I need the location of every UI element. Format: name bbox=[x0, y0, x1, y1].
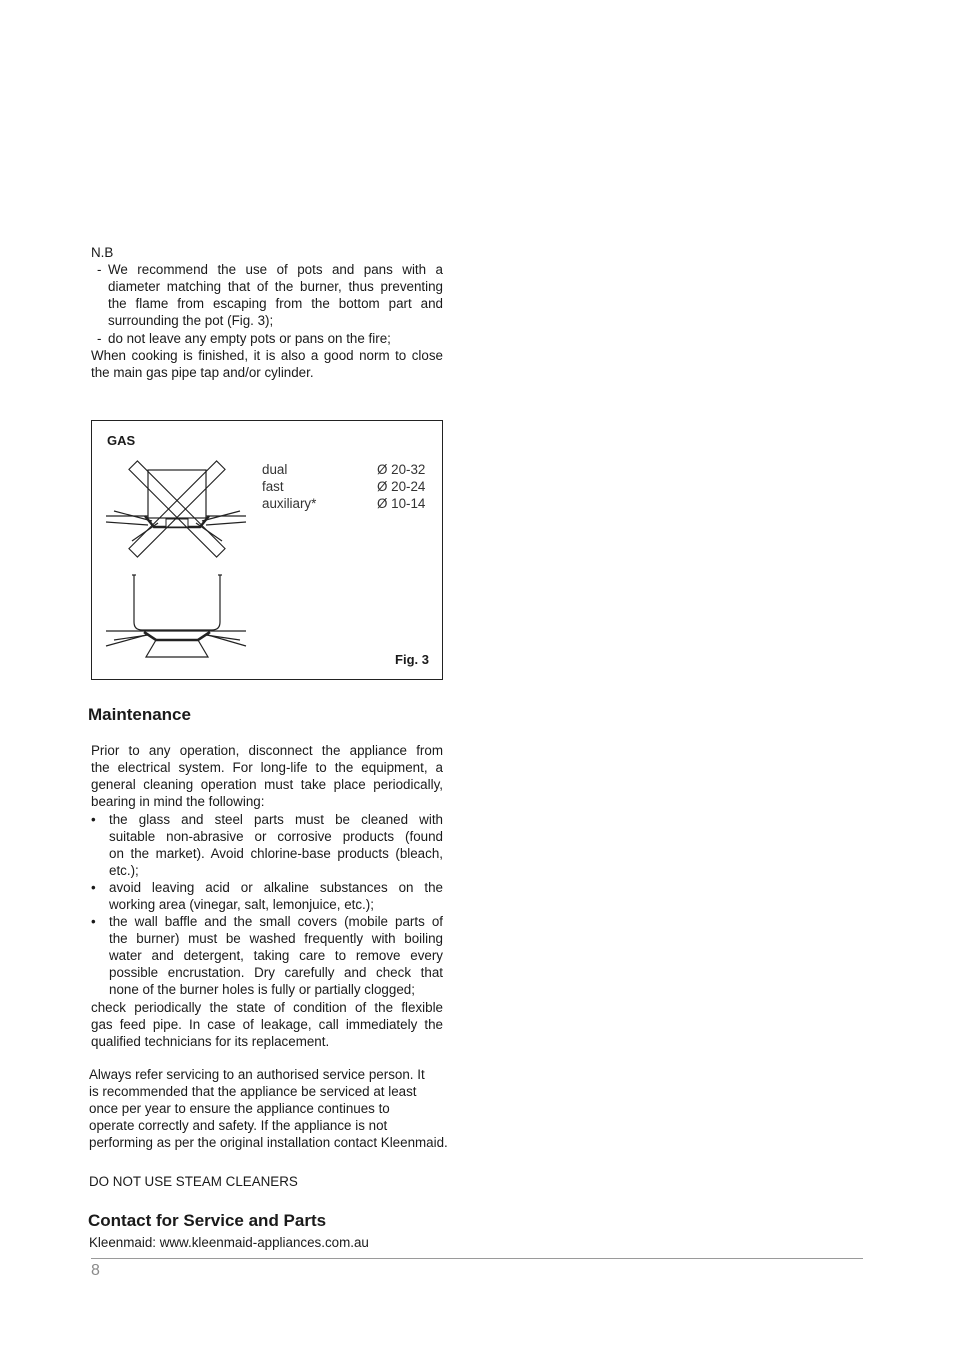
wrong-pot-diagram bbox=[106, 461, 246, 557]
maintenance-after bbox=[91, 999, 443, 1050]
burner-name: fast bbox=[262, 479, 284, 494]
service-line: performing as per the original installation contact Kleenmaid. bbox=[89, 1135, 448, 1150]
nb-item-empty-pots bbox=[91, 330, 443, 347]
intro-line: general cleaning operation must take place periodically, bbox=[91, 777, 443, 792]
nb-item-line: surrounding the pot (Fig. 3); bbox=[108, 313, 274, 328]
dash-marker: - bbox=[97, 262, 102, 277]
nb-closing-line: When cooking is finished, it is also a good norm to close bbox=[91, 348, 443, 363]
figure-label: GAS bbox=[107, 433, 136, 448]
bullet-line: avoid leaving acid or alkaline substances on the bbox=[109, 880, 443, 895]
bullet-line: possible encrustation. Dry carefully and check that bbox=[109, 965, 443, 980]
figure-caption: Fig. 3 bbox=[395, 652, 429, 667]
nb-closing bbox=[91, 347, 443, 381]
page-number: 8 bbox=[91, 1262, 100, 1279]
bullet-line: none of the burner holes is fully or partially clogged; bbox=[109, 982, 415, 997]
bullet-line: on the market). Avoid chlorine-base products (bleach, bbox=[109, 846, 443, 861]
burner-diameter: Ø 20-32 bbox=[377, 462, 426, 477]
burner-diameter: Ø 20-24 bbox=[377, 479, 426, 494]
contact-heading: Contact for Service and Parts bbox=[88, 1211, 327, 1230]
burner-row-auxiliary bbox=[262, 495, 432, 512]
nb-item-pot-size bbox=[91, 261, 443, 329]
burner-name: auxiliary* bbox=[262, 496, 317, 511]
nb-item-line: the flame from escaping from the bottom part and bbox=[108, 296, 443, 311]
bullet-marker: • bbox=[91, 880, 96, 895]
intro-line: bearing in mind the following: bbox=[91, 794, 265, 809]
nb-label: N.B bbox=[91, 245, 114, 260]
dash-marker: - bbox=[97, 331, 102, 346]
service-line: operate correctly and safety. If the appliance is not bbox=[89, 1118, 388, 1133]
burner-row-dual bbox=[262, 461, 432, 478]
intro-line: Prior to any operation, disconnect the appliance from bbox=[91, 743, 443, 758]
bullet-marker: • bbox=[91, 914, 96, 929]
maintenance-bullet-acid bbox=[91, 879, 443, 913]
bullet-line: the burner) must be washed frequently with boiling bbox=[109, 931, 443, 946]
pot-burner-diagram bbox=[104, 459, 249, 659]
burner-diameter: Ø 10-14 bbox=[377, 496, 426, 511]
service-line: is recommended that the appliance be serviced at least bbox=[89, 1084, 417, 1099]
nb-item-line: do not leave any empty pots or pans on the fire; bbox=[108, 331, 391, 346]
intro-line: the electrical system. For long-life to the equipment, a bbox=[91, 760, 443, 775]
contact-line: Kleenmaid: www.kleenmaid-appliances.com.au bbox=[89, 1235, 369, 1250]
maintenance-intro bbox=[91, 742, 443, 810]
nb-item-line: We recommend the use of pots and pans with a bbox=[108, 262, 443, 277]
service-line: Always refer servicing to an authorised service person. It bbox=[89, 1067, 425, 1082]
service-line: once per year to ensure the appliance continues to bbox=[89, 1101, 390, 1116]
steam-cleaner-warning: DO NOT USE STEAM CLEANERS bbox=[89, 1174, 298, 1189]
figure-3 bbox=[91, 420, 443, 680]
maintenance-heading: Maintenance bbox=[88, 705, 191, 724]
bullet-line: water and detergent, taking care to remove every bbox=[109, 948, 443, 963]
after-line: qualified technicians for its replacement. bbox=[91, 1034, 330, 1049]
service-paragraph bbox=[89, 1066, 489, 1151]
bullet-line: suitable non-abrasive or corrosive products (found bbox=[109, 829, 443, 844]
burner-row-fast bbox=[262, 478, 432, 495]
after-line: check periodically the state of condition of the flexible bbox=[91, 1000, 443, 1015]
bullet-line: etc.); bbox=[109, 863, 139, 878]
nb-closing-line: the main gas pipe tap and/or cylinder. bbox=[91, 365, 314, 380]
maintenance-bullet-glass-steel bbox=[91, 811, 443, 879]
correct-pot-diagram bbox=[106, 575, 246, 657]
burner-name: dual bbox=[262, 462, 288, 477]
bullet-line: the wall baffle and the small covers (mobile parts of bbox=[109, 914, 443, 929]
footer-rule bbox=[91, 1258, 863, 1259]
bullet-marker: • bbox=[91, 812, 96, 827]
bullet-line: the glass and steel parts must be cleaned with bbox=[109, 812, 443, 827]
burner-diameter-table bbox=[262, 461, 432, 512]
maintenance-bullet-baffle bbox=[91, 913, 443, 998]
after-line: gas feed pipe. In case of leakage, call immediately the bbox=[91, 1017, 443, 1032]
nb-item-line: diameter matching that of the burner, thus preventing bbox=[108, 279, 443, 294]
bullet-line: working area (vinegar, salt, lemonjuice, etc.); bbox=[109, 897, 374, 912]
